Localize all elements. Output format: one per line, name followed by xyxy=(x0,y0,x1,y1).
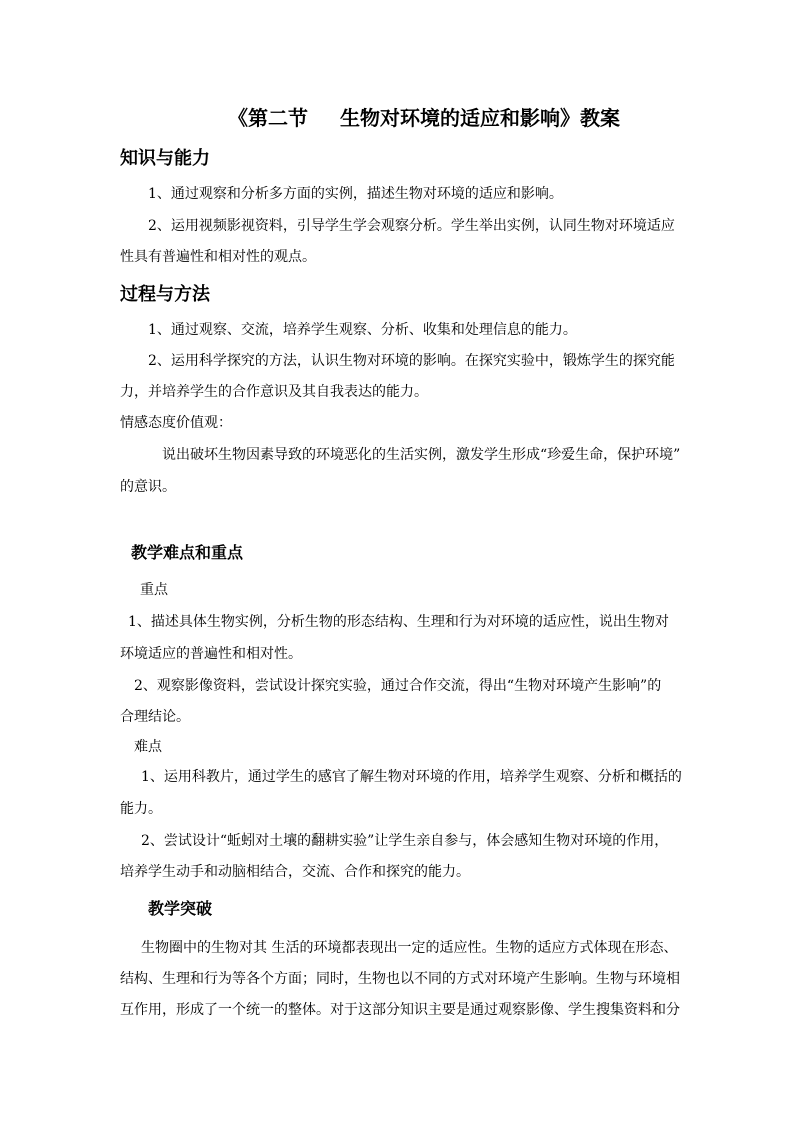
heading-attitude-values: 情感态度价值观： xyxy=(120,415,232,431)
paragraph: 1、通过观察、交流，培养学生观察、分析、收集和处理信息的能力。 xyxy=(148,322,577,338)
heading-teaching-breakthrough: 教学突破 xyxy=(148,899,213,918)
paragraph: 2、观察影像资料，尝试设计探究实验，通过合作交流，得出“生物对环境产生影响”的 xyxy=(134,678,662,694)
paragraph: 1、描述具体生物实例，分析生物的形态结构、生理和行为对环境的适应性，说出生物对 xyxy=(128,614,669,630)
paragraph: 环境适应的普遍性和相对性。 xyxy=(120,646,302,662)
title-left: 《第二节 xyxy=(228,106,308,130)
subheading-difficulties: 难点 xyxy=(134,739,162,755)
paragraph: 2、运用科学探究的方法，认识生物对环境的影响。在探究实验中，锻炼学生的探究能 xyxy=(148,353,675,369)
paragraph: 结构、生理和行为等各个方面；同时，生物也以不同的方式对环境产生影响。生物与环境相 xyxy=(120,971,680,987)
title-right: 生物对环境的适应和影响》教案 xyxy=(340,106,620,130)
paragraph: 性具有普遍性和相对性的观点。 xyxy=(120,249,316,265)
heading-difficulties-key-points: 教学难点和重点 xyxy=(131,543,244,562)
paragraph: 合理结论。 xyxy=(120,709,190,725)
paragraph: 生物圈中的生物对其 生活的环境都表现出一定的适应性。生物的适应方式体现在形态、 xyxy=(141,940,678,956)
heading-process-method: 过程与方法 xyxy=(120,284,210,305)
paragraph: 力，并培养学生的合作意识及其自我表达的能力。 xyxy=(120,384,428,400)
paragraph: 互作用，形成了一个统一的整体。对于这部分知识主要是通过观察影像、学生搜集资料和分 xyxy=(120,1002,680,1018)
subheading-key-points: 重点 xyxy=(140,582,168,598)
document-title xyxy=(228,105,620,131)
paragraph: 说出破坏生物因素导致的环境恶化的生活实例，激发学生形成“珍爱生命，保护环境” xyxy=(162,447,681,463)
paragraph: 能力。 xyxy=(120,801,162,817)
paragraph: 1、运用科教片，通过学生的感官了解生物对环境的作用，培养学生观察、分析和概括的 xyxy=(141,769,682,785)
paragraph: 的意识。 xyxy=(120,479,176,495)
heading-knowledge-ability: 知识与能力 xyxy=(120,148,210,169)
paragraph: 1、通过观察和分析多方面的实例，描述生物对环境的适应和影响。 xyxy=(148,186,563,202)
paragraph: 2、尝试设计“蚯蚓对土壤的翻耕实验”让学生亲自参与，体会感知生物对环境的作用， xyxy=(141,833,669,849)
paragraph: 培养学生动手和动脑相结合，交流、合作和探究的能力。 xyxy=(120,864,470,880)
paragraph: 2、运用视频影视资料，引导学生学会观察分析。学生举出实例，认同生物对环境适应 xyxy=(148,218,675,234)
